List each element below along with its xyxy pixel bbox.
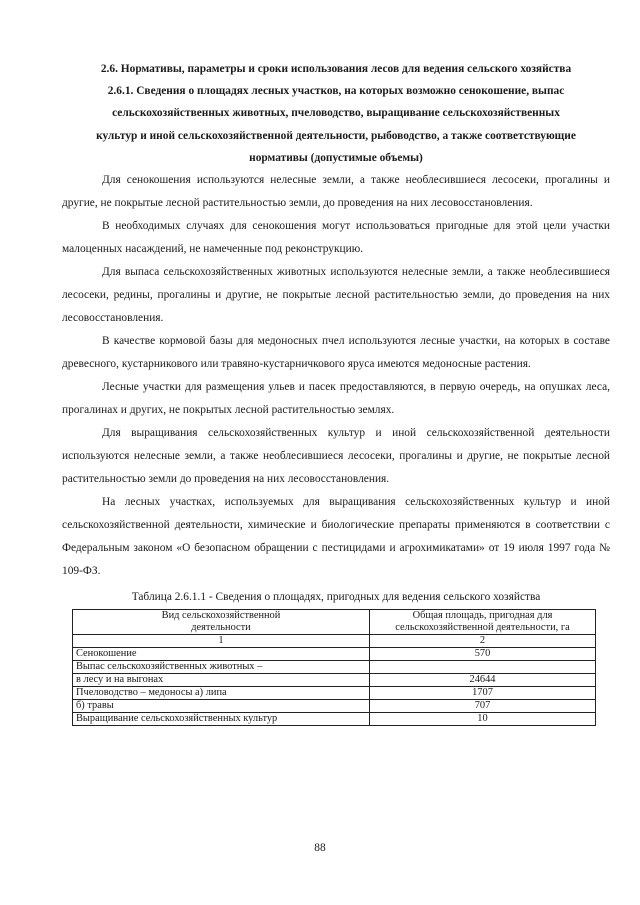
area-cell: 707: [370, 700, 596, 713]
area-cell: [370, 661, 596, 674]
table-caption: Таблица 2.6.1.1 - Сведения о площадях, пригодных для ведения сельского хозяйства: [131, 591, 541, 604]
area-cell: 1707: [370, 687, 596, 700]
header-area-line1: Общая площадь, пригодная для: [412, 610, 553, 622]
header-activity: [73, 610, 370, 635]
header-activity-line1: Вид сельскохозяйственной: [161, 610, 281, 622]
activity-cell: Выращивание сельскохозяйственных культур: [73, 713, 370, 726]
activity-cell: Пчеловодство – медоносы а) липа: [73, 687, 370, 700]
table-row: [73, 700, 596, 713]
table-row: [73, 713, 596, 726]
activity-cell: б) травы: [73, 700, 370, 713]
subsection-title-line: сельскохозяйственных животных, пчеловодство, выращивание сельскохозяйственных: [112, 107, 560, 120]
paragraph-pesticides: На лесных участках, используемых для выращивания сельскохозяйственных культур и иной сельскохозяйственной деятельности, химические и биологические препараты применяются в соответствии с Федеральным законом «О безопасном обращении с пестицидами и агрохимикатами» от 19 июля 1997 года № 109-ФЗ.: [62, 496, 610, 578]
activity-cell: Сенокошение: [73, 648, 370, 661]
table-row: [73, 661, 596, 674]
paragraph-haymaking: Для сенокошения используются нелесные земли, а также необлесившиеся лесосеки, прогалины и другие, не покрытые лесной растительностью земли, до проведения на них лесовосстановления.: [62, 174, 610, 210]
area-cell: 10: [370, 713, 596, 726]
document-page: [62, 58, 610, 726]
table-row: [73, 674, 596, 687]
table-header-row: [73, 610, 596, 635]
subsection-title-line: нормативы (допустимые объемы): [249, 151, 423, 164]
table-numbering-row: [73, 635, 596, 648]
paragraph-crops: Для выращивания сельскохозяйственных культур и иной сельскохозяйственной деятельности используются нелесные земли, а также необлесившиеся лесосеки, прогалины и другие, не покрытые лесной растительностью земли до проведения на них лесовосстановления.: [62, 427, 610, 486]
area-cell: 570: [370, 648, 596, 661]
area-cell: 24644: [370, 674, 596, 687]
paragraph-grazing: Для выпаса сельскохозяйственных животных используются нелесные земли, а также необлесившиеся лесосеки, редины, прогалины и другие, не покрытые лесной растительностью земли, до проведения на них лесовосстановления.: [62, 266, 610, 325]
paragraph-apiaries: Лесные участки для размещения ульев и пасек предоставляются, в первую очередь, на опушках леса, прогалинах и других, не покрытых лесной растительностью землях.: [62, 381, 610, 417]
subsection-title-line: 2.6.1. Сведения о площадях лесных участков, на которых возможно сенокошение, выпас: [107, 85, 565, 98]
paragraph-bees-forage: В качестве кормовой базы для медоносных пчел используются лесные участки, на которых в составе древесного, кустарникового или травяно-кустарничкового яруса имеются медоносные растения.: [62, 335, 610, 371]
agriculture-areas-table: [72, 609, 596, 726]
activity-cell: Выпас сельскохозяйственных животных –: [73, 661, 370, 674]
table-row: [73, 648, 596, 661]
subsection-title-line: культур и иной сельскохозяйственной деятельности, рыбоводство, а также соответствующие: [96, 129, 576, 142]
column-number: 2: [370, 635, 596, 648]
section-title: 2.6. Нормативы, параметры и сроки использования лесов для ведения сельского хозяйства: [100, 63, 572, 75]
table-row: [73, 687, 596, 700]
page-number: 88: [314, 842, 326, 854]
header-activity-line2: деятельности: [191, 622, 251, 634]
header-area-line2: сельскохозяйственной деятельности, га: [395, 622, 570, 634]
column-number: 1: [73, 635, 370, 648]
paragraph-low-value-stands: В необходимых случаях для сенокошения могут использоваться пригодные для этой цели участки малоценных насаждений, не намеченные под реконструкцию.: [62, 220, 610, 256]
header-area: [370, 610, 596, 635]
activity-cell: в лесу и на выгонах: [73, 674, 370, 687]
